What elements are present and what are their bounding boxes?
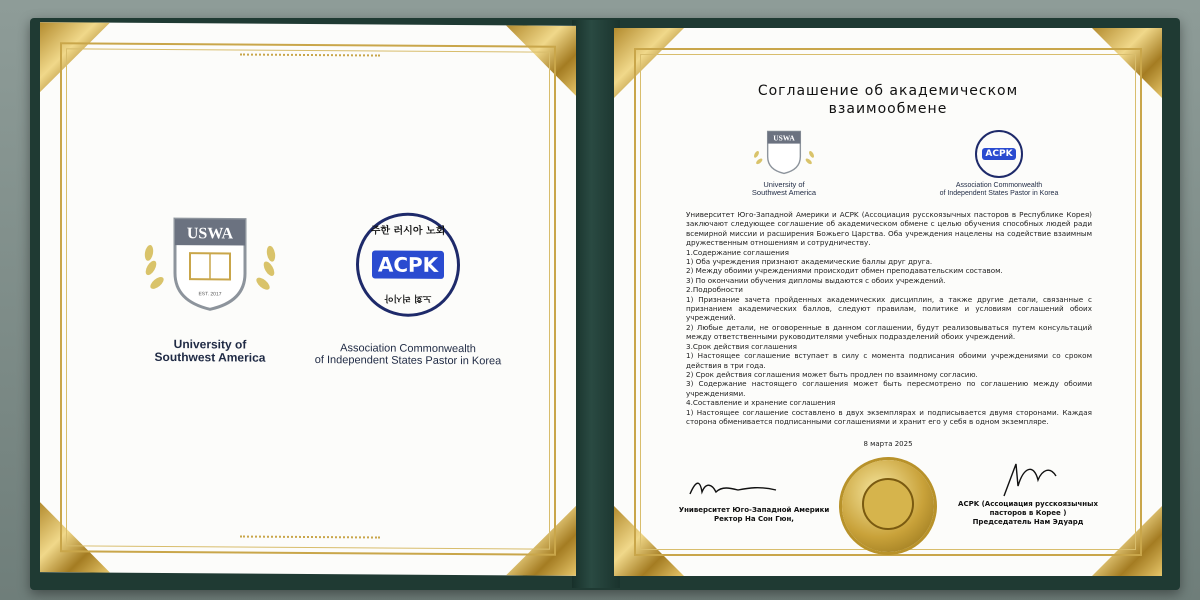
title-line2: взаимообмене [828, 101, 948, 117]
uswa-shield-icon [749, 128, 819, 176]
paragraph: 3) Содержание настоящего соглашения может быть пересмотрено по соглашению между обоими учреждениями. [686, 379, 1092, 398]
agreement-date: 8 марта 2025 [863, 440, 913, 448]
uswa-name-line2: Southwest America [154, 349, 266, 365]
acpk-ring-text-bottom: 노회 러시아 [384, 292, 432, 303]
uswa-name-line1: University of [173, 337, 247, 352]
agreement-body [686, 210, 1092, 426]
acpk-small-logo [904, 130, 1094, 198]
paragraph: Университет Юго-Западной Америки и ACPK (Ассоциация русскоязычных пасторов в Республике Корея) заключают следующее соглашение об академическом обмене с целью обучения способных людей ради всемирной миссии и расширения Божьего Царства. Оба учреждения нацелены на содействие взаимным дружественным отношениям и сотрудничеству. [686, 210, 1092, 248]
border-ornament [240, 54, 380, 65]
acpk-logo-block [298, 212, 518, 368]
sig-left-line2: Ректор На Сон Гюн, [714, 515, 794, 523]
svg-text:EST. 2017: EST. 2017 [198, 291, 222, 298]
seal-emblem [862, 478, 914, 530]
section-heading: 1.Содержание соглашения [686, 247, 790, 257]
agreement-title [614, 82, 1162, 118]
acpk-emblem [356, 212, 460, 317]
border-ornament [240, 536, 380, 547]
paragraph: 2) Любые детали, не оговоренные в данном соглашении, будут реализовываться путем консультаций между ответственными руководителями учебных подразделений обоих учреждений. [686, 322, 1092, 342]
paragraph: 1) Настоящее соглашение вступает в силу с момента подписания обоими учреждениями со сроком действия в три года. [686, 351, 1092, 370]
acpk-abbr-small: ACPK [982, 148, 1015, 160]
sig-right-line3: Председатель Нам Эдуард [972, 518, 1084, 526]
signature-left [686, 476, 786, 500]
left-page [40, 22, 576, 576]
acpk-emblem-small [975, 130, 1023, 178]
paragraph: 1) Оба учреждения признают академические баллы друг друга. [686, 257, 933, 267]
acpk-ring-text-top: 주한 러시아 노회 [370, 225, 446, 237]
paragraph: 1) Настоящее соглашение составлено в двух экземплярах и подписывается двумя сторонами. Каждая сторона обменивается подписанными соглашениями и хранит его у себя в одном экземпляре. [686, 407, 1092, 426]
paragraph: 1) Признание зачета пройденных академических дисциплин, а также другие детали, связанные с признанием академических баллов, следуют правилам, политике и условиям соглашений обоих учреждений. [686, 294, 1092, 323]
sig-right-line1: ACPK (Ассоциация русскоязычных [958, 500, 1098, 508]
signatory-left [674, 506, 834, 524]
uswa-name-line1-small: University of [763, 180, 805, 189]
uswa-name-line2-small: Southwest America [751, 188, 817, 197]
right-page [614, 28, 1162, 576]
paragraph: 3) По окончании обучения дипломы выдаются с обоих учреждений. [686, 275, 946, 285]
assoc-name-line2: of Independent States Pastor in Korea [314, 354, 502, 368]
paragraph: 2) Срок действия соглашения может быть продлен по взаимному согласию. [686, 369, 978, 379]
assoc-name-line1-small: Association Commonwealth [955, 182, 1043, 189]
signatory-right [958, 500, 1098, 527]
title-line1: Соглашение об академическом [757, 83, 1019, 99]
paragraph: 2) Между обоими учреждениями происходит обмен преподавательским составом. [686, 266, 1003, 276]
section-heading: 3.Срок действия соглашения [686, 341, 797, 351]
signature-right [994, 456, 1064, 502]
assoc-name-line1: Association Commonwealth [340, 342, 476, 356]
sig-left-line1: Университет Юго-Западной Америки [678, 506, 830, 514]
acpk-abbr: ACPK [372, 250, 444, 279]
assoc-name-line2-small: of Independent States Pastor in Korea [939, 190, 1059, 197]
uswa-abbr: USWA [186, 225, 234, 243]
sig-right-line2: пасторов в Корее ) [989, 509, 1067, 517]
laurel-icon [135, 213, 285, 314]
section-heading: 2.Подробности [686, 285, 743, 295]
uswa-logo-block [135, 213, 285, 365]
uswa-abbr-small: USWA [773, 133, 795, 143]
gold-seal [842, 460, 934, 552]
folder-spine [572, 20, 620, 588]
uswa-small-logo [734, 128, 834, 197]
section-heading: 4.Составление и хранение соглашения [686, 398, 836, 408]
